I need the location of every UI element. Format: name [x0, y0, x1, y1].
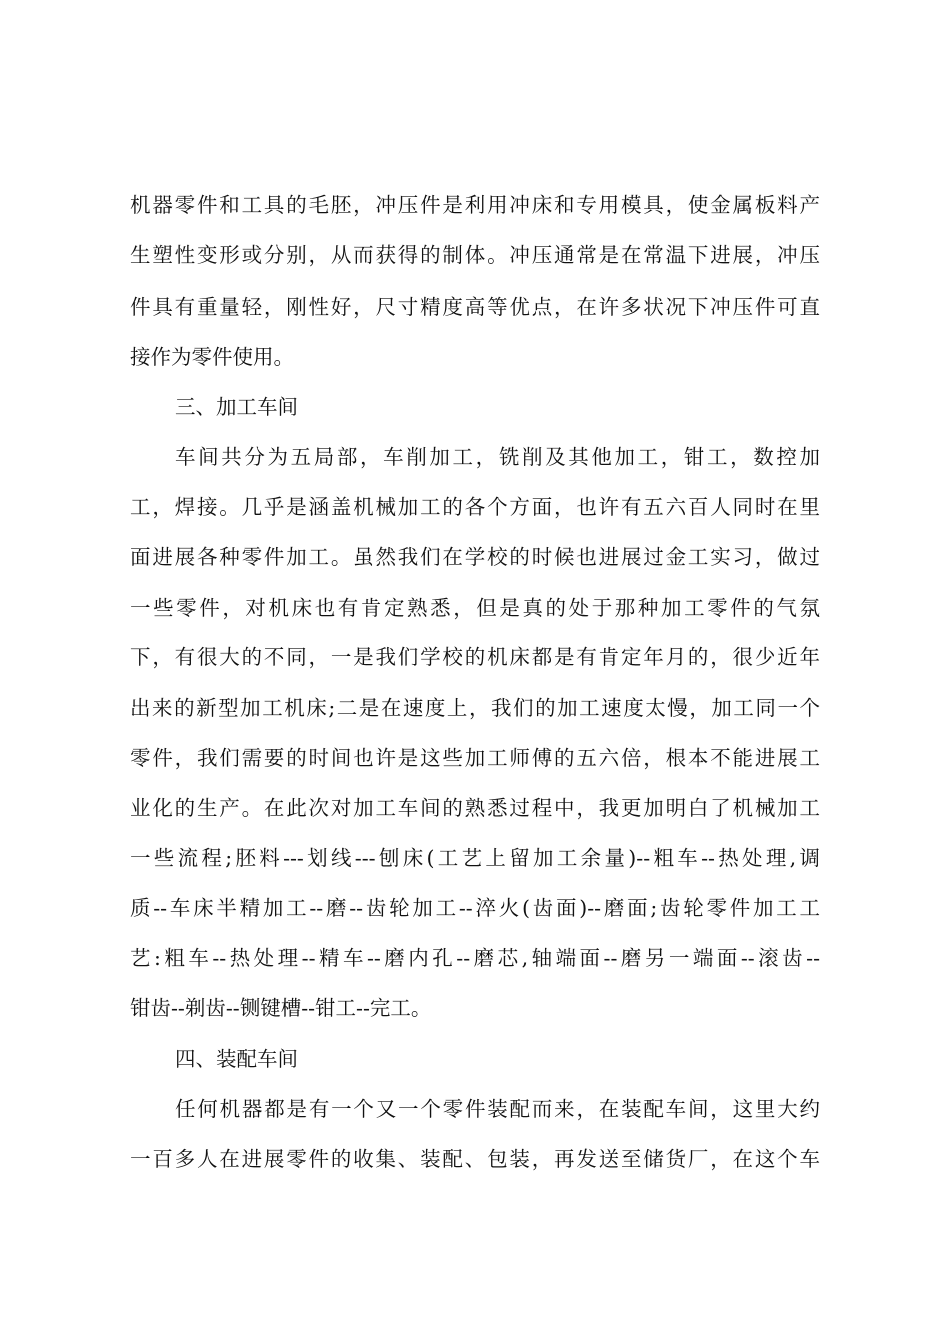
paragraph-line: 接作为零件使用。 [130, 345, 294, 369]
paragraph-line: 任何机器都是有一个又一个零件装配而来，在装配车间，这里大约 [175, 1097, 820, 1121]
paragraph-line: 艺:粗车--热处理--精车--磨内孔--磨芯,轴端面--磨另一端面--滚齿-- [130, 946, 820, 970]
paragraph-line: 机器零件和工具的毛胚，冲压件是利用冲床和专用模具，使金属板料产 [130, 193, 820, 217]
paragraph-line: 下，有很大的不同，一是我们学校的机床都是有肯定年月的，很少近年 [130, 645, 820, 669]
paragraph-line: 件具有重量轻，刚性好，尺寸精度高等优点，在许多状况下冲压件可直 [130, 295, 820, 319]
section-heading-machining: 三、加工车间 [175, 395, 298, 419]
paragraph-line: 一些流程;胚料---划线---刨床(工艺上留加工余量)--粗车--热处理,调 [130, 846, 820, 870]
paragraph-line: 一些零件，对机床也有肯定熟悉，但是真的处于那种加工零件的气氛 [130, 596, 820, 620]
paragraph-line: 业化的生产。在此次对加工车间的熟悉过程中，我更加明白了机械加工 [130, 796, 820, 820]
paragraph-line: 车间共分为五局部，车削加工，铣削及其他加工，钳工，数控加 [175, 445, 820, 469]
section-heading-assembly: 四、装配车间 [175, 1047, 298, 1071]
paragraph-line: 生塑性变形或分别，从而获得的制体。冲压通常是在常温下进展，冲压 [130, 243, 820, 267]
paragraph-line: 质--车床半精加工--磨--齿轮加工--淬火(齿面)--磨面;齿轮零件加工工 [130, 896, 820, 920]
paragraph-line: 工，焊接。几乎是涵盖机械加工的各个方面，也许有五六百人同时在里 [130, 495, 820, 519]
paragraph-line: 零件，我们需要的时间也许是这些加工师傅的五六倍，根本不能进展工 [130, 746, 820, 770]
paragraph-line: 一百多人在进展零件的收集、装配、包装，再发送至储货厂，在这个车 [130, 1147, 820, 1171]
paragraph-line: 面进展各种零件加工。虽然我们在学校的时候也进展过金工实习，做过 [130, 545, 820, 569]
paragraph-line: 出来的新型加工机床;二是在速度上，我们的加工速度太慢，加工同一个 [130, 696, 820, 720]
paragraph-line: 钳齿--剃齿--铡键槽--钳工--完工。 [130, 996, 432, 1020]
